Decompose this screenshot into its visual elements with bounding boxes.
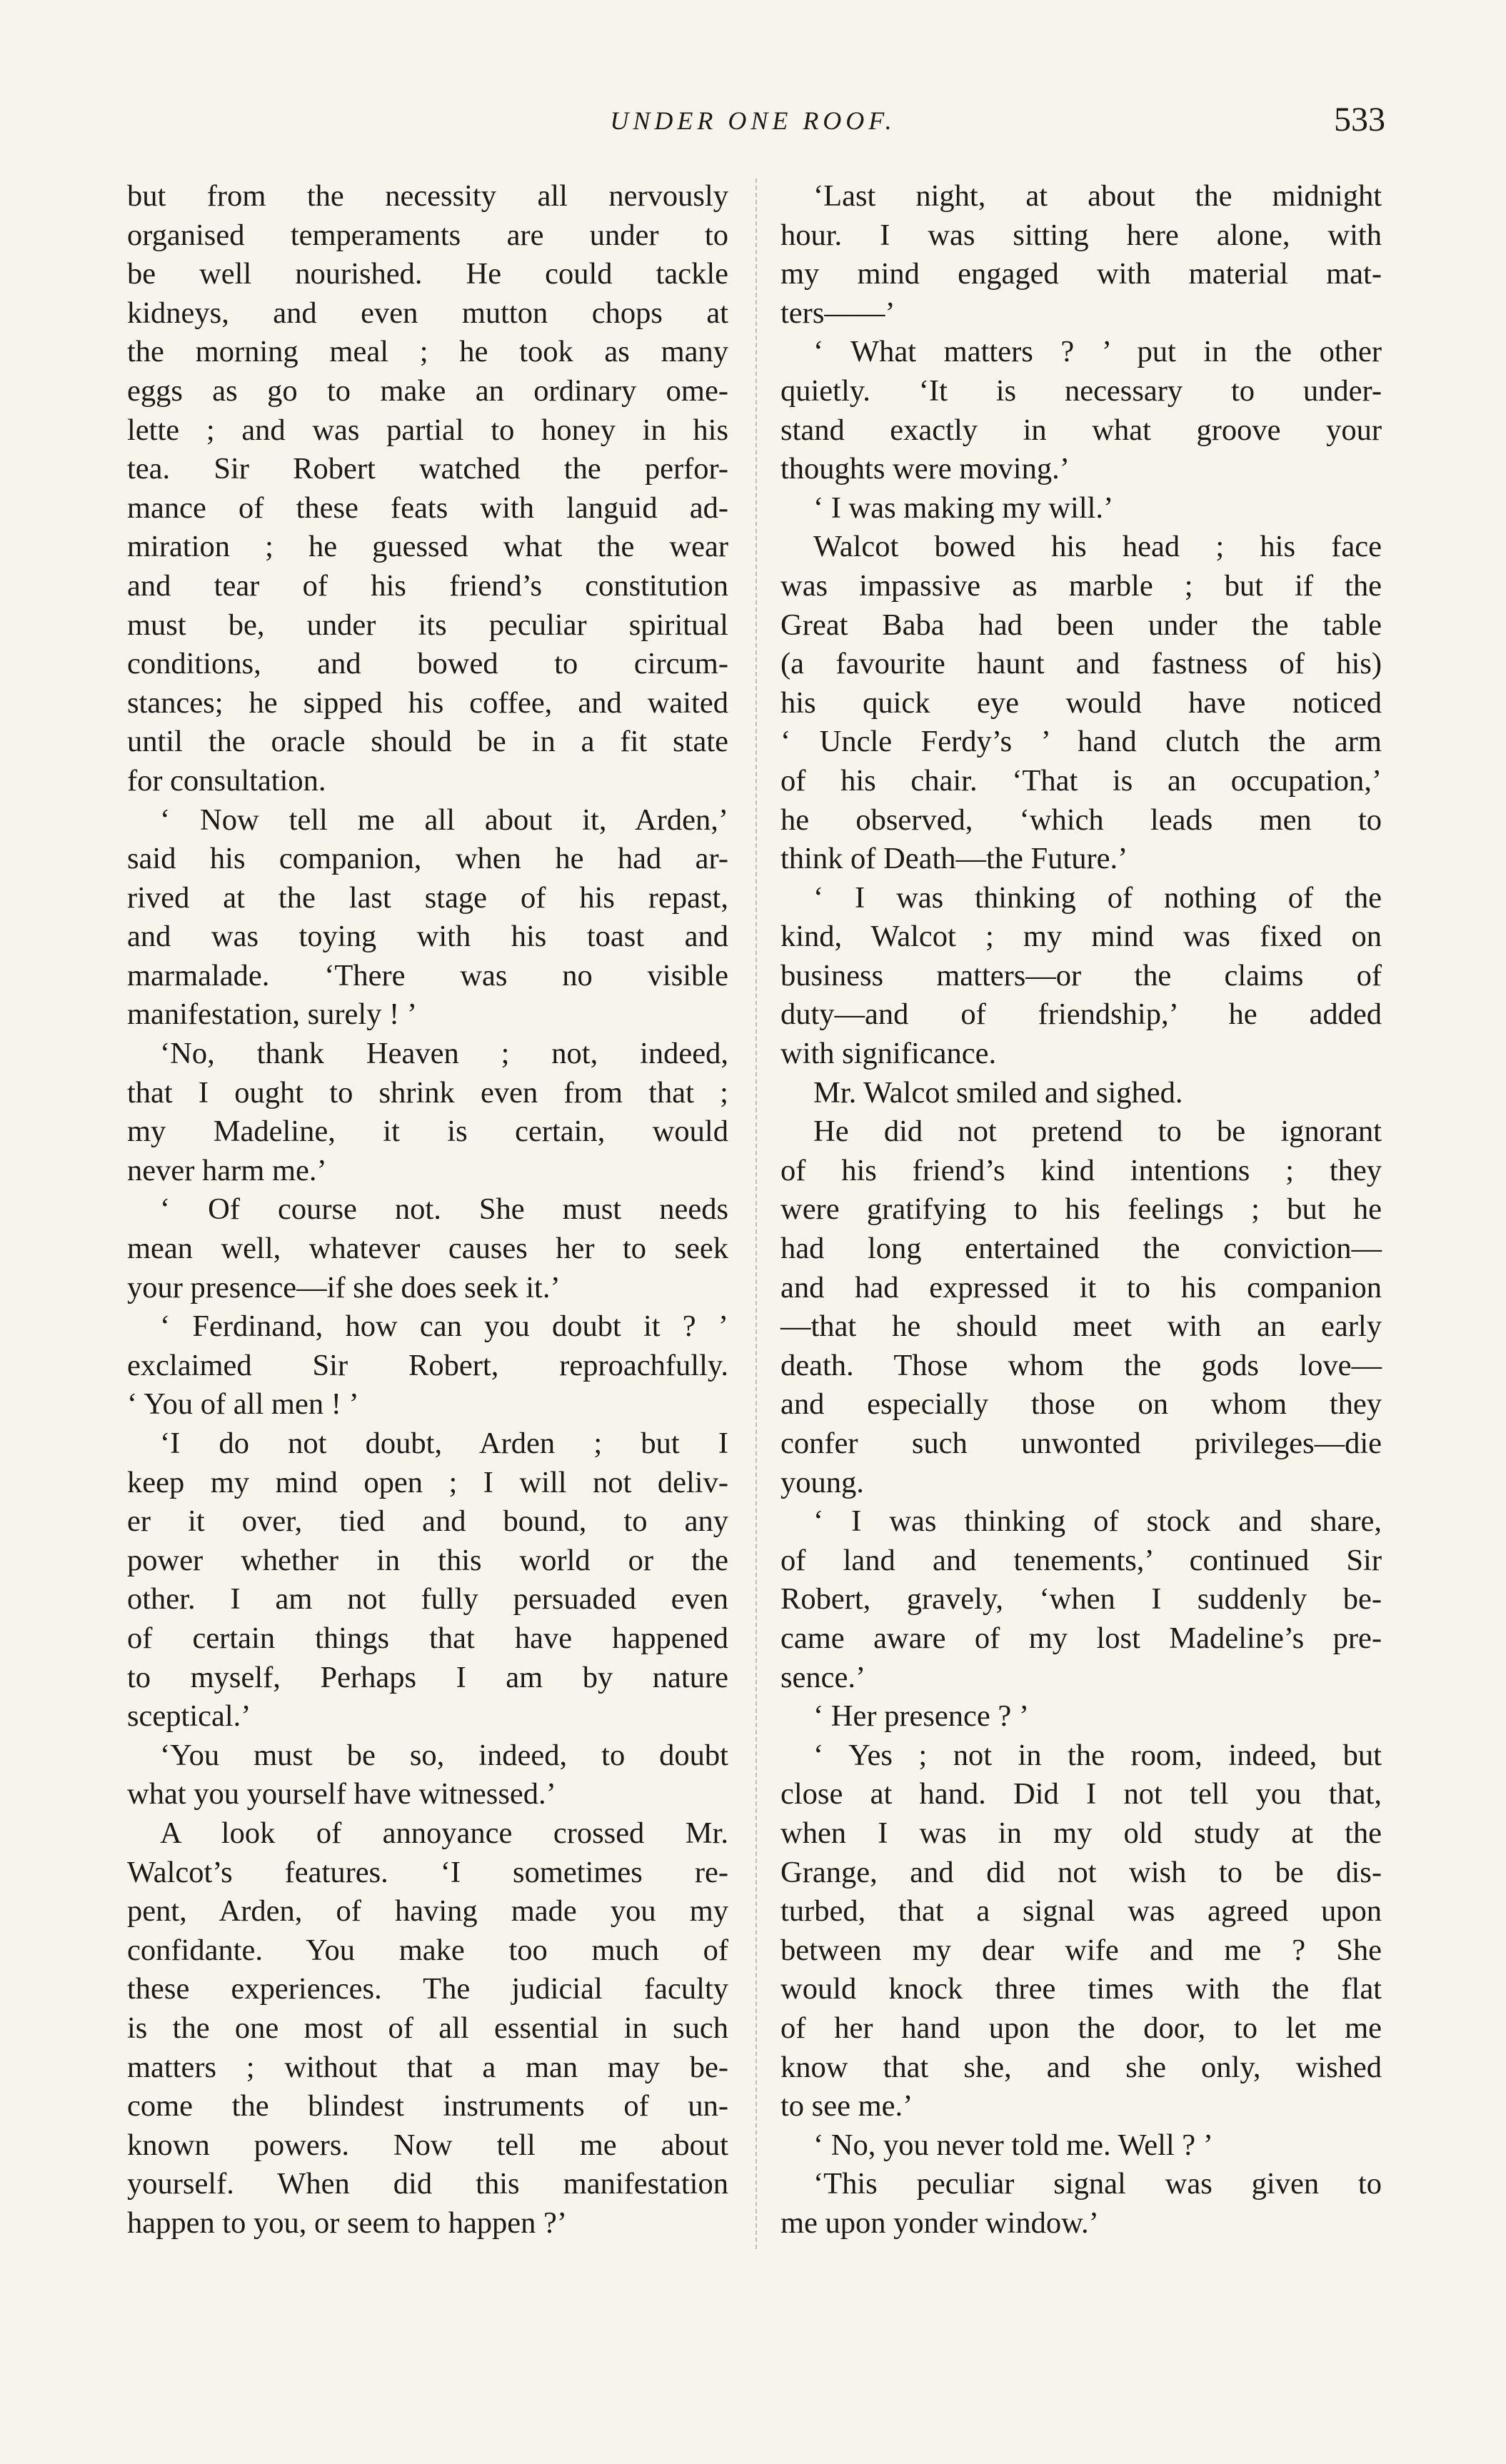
text-line: pent, Arden, of having made you my [127,1894,728,1929]
text-line: young. [780,1465,864,1499]
text-line: never harm me.’ [127,1153,327,1187]
text-line: thoughts were moving.’ [780,452,1070,486]
text-line: ‘ I was thinking of stock and share, [813,1504,1382,1539]
text-line: know that she, and she only, wished [780,2050,1382,2084]
text-line: Great Baba had been under the table [780,608,1382,642]
text-line: stances; he sipped his coffee, and waited [127,685,728,720]
text-line: sence.’ [780,1660,866,1694]
text-line: ‘You must be so, indeed, to doubt [160,1738,728,1772]
text-line: what you yourself have witnessed.’ [127,1777,556,1811]
text-line: A look of annoyance crossed Mr. [160,1816,728,1850]
text-line: ‘ Yes ; not in the room, indeed, but [813,1738,1382,1772]
column-divider [755,178,758,2249]
text-line: of his friend’s kind intentions ; they [780,1153,1382,1187]
text-line: with significance. [780,1037,997,1071]
text-line: and had expressed it to his companion [780,1270,1382,1304]
text-line: of her hand upon the door, to let me [780,2011,1382,2045]
text-line: Mr. Walcot smiled and sighed. [813,1075,1183,1110]
text-line: ‘ I was thinking of nothing of the [813,880,1382,915]
text-line: think of Death—the Future.’ [780,842,1128,876]
text-line: er it over, tied and bound, to any [127,1504,728,1539]
text-line: and was toying with his toast and [127,920,728,954]
text-line: of land and tenements,’ continued Sir [780,1543,1382,1577]
text-line: sceptical.’ [127,1699,251,1734]
text-line: eggs as go to make an ordinary ome- [127,373,728,408]
text-line: my Madeline, it is certain, would [127,1115,728,1149]
text-line: mean well, whatever causes her to seek [127,1232,728,1266]
text-line: business matters—or the claims of [780,958,1382,992]
text-line: to myself, Perhaps I am by nature [127,1660,728,1694]
right-text-column [780,177,1382,2243]
text-line: for consultation. [127,763,326,798]
text-line: and especially those on whom they [780,1387,1382,1422]
text-line: rived at the last stage of his repast, [127,880,728,915]
text-line: mance of these feats with languid ad- [127,491,728,525]
text-line: (a favourite haunt and fastness of his) [780,647,1382,681]
text-line: and tear of his friend’s constitution [127,568,728,603]
text-line: ‘ Her presence ? ’ [813,1699,1030,1734]
text-line: matters ; without that a man may be- [127,2050,728,2084]
text-line: but from the necessity all nervously [127,179,728,213]
text-line: ‘ Now tell me all about it, Arden,’ [160,803,728,837]
text-line: death. Those whom the gods love— [780,1348,1382,1382]
text-line: until the oracle should be in a fit state [127,725,728,759]
text-line: to see me.’ [780,2089,913,2123]
text-line: organised temperaments are under to [127,218,728,252]
text-line: ‘No, thank Heaven ; not, indeed, [160,1037,728,1071]
text-line: ‘Last night, at about the midnight [813,179,1382,213]
text-line: ‘I do not doubt, Arden ; but I [160,1427,728,1460]
text-line: confer such unwonted privileges—die [780,1427,1382,1460]
text-line: stand exactly in what groove your [780,413,1382,447]
text-line: kidneys, and even mutton chops at [127,296,728,330]
text-line: would knock three times with the flat [780,1972,1382,2006]
text-line: his quick eye would have noticed [780,685,1382,720]
text-line: close at hand. Did I not tell you that, [780,1777,1382,1811]
text-line: had long entertained the conviction— [780,1232,1382,1266]
text-line: ‘ You of all men ! ’ [127,1387,359,1422]
text-line: keep my mind open ; I will not deliv- [127,1465,728,1499]
text-line: your presence—if she does seek it.’ [127,1270,561,1304]
text-line: —that he should meet with an early [780,1309,1382,1344]
text-line: hour. I was sitting here alone, with [780,218,1382,252]
text-line: was impassive as marble ; but if the [780,568,1382,603]
text-line: Walcot’s features. ‘I sometimes re- [127,1855,728,1889]
text-line: duty—and of friendship,’ he added [780,997,1382,1032]
text-line: ‘ I was making my will.’ [813,491,1114,525]
text-line: of certain things that have happened [127,1621,728,1655]
text-line: He did not pretend to be ignorant [813,1115,1382,1149]
text-line: yourself. When did this manifestation [127,2167,728,2201]
text-line: marmalade. ‘There was no visible [127,958,728,992]
text-line: quietly. ‘It is necessary to under- [780,373,1382,408]
text-line: must be, under its peculiar spiritual [127,608,728,642]
text-line: be well nourished. He could tackle [127,257,728,291]
left-text-column [127,177,728,2243]
text-line: my mind engaged with material mat- [780,257,1382,291]
text-line: ‘ Ferdinand, how can you doubt it ? ’ [160,1309,728,1344]
text-line: is the one most of all essential in such [127,2011,728,2045]
text-line: ‘This peculiar signal was given to [813,2167,1382,2201]
text-line: of his chair. ‘That is an occupation,’ [780,763,1382,798]
text-line: lette ; and was partial to honey in his [127,413,728,447]
text-line: manifestation, surely ! ’ [127,997,417,1032]
text-line: the morning meal ; he took as many [127,335,728,369]
text-line: these experiences. The judicial faculty [127,1972,728,2006]
text-line: came aware of my lost Madeline’s pre- [780,1621,1382,1655]
text-line: come the blindest instruments of un- [127,2089,728,2123]
text-line: miration ; he guessed what the wear [127,530,728,564]
text-line: tea. Sir Robert watched the perfor- [127,452,728,486]
text-line: conditions, and bowed to circum- [127,647,728,681]
text-line: ‘ Uncle Ferdy’s ’ hand clutch the arm [780,725,1382,759]
text-line: ters——’ [780,296,895,330]
text-line: happen to you, or seem to happen ?’ [127,2206,568,2240]
text-line: ‘ Of course not. She must needs [160,1192,728,1227]
text-line: ‘ What matters ? ’ put in the other [813,335,1382,369]
running-title: UNDER ONE ROOF. [610,106,896,135]
text-line: were gratifying to his feelings ; but he [780,1192,1382,1227]
text-line: kind, Walcot ; my mind was fixed on [780,920,1382,954]
text-line: known powers. Now tell me about [127,2128,728,2162]
text-line: confidante. You make too much of [127,1933,728,1967]
page-number: 533 [1334,101,1385,139]
text-line: turbed, that a signal was agreed upon [780,1894,1382,1929]
text-line: ‘ No, you never told me. Well ? ’ [813,2128,1213,2162]
text-line: that I ought to shrink even from that ; [127,1075,728,1110]
text-line: Walcot bowed his head ; his face [813,530,1382,564]
text-line: other. I am not fully persuaded even [127,1582,728,1616]
text-line: Grange, and did not wish to be dis- [780,1855,1382,1889]
text-line: exclaimed Sir Robert, reproachfully. [127,1348,728,1382]
text-line: Robert, gravely, ‘when I suddenly be- [780,1582,1382,1616]
text-line: when I was in my old study at the [780,1816,1382,1850]
text-line: me upon yonder window.’ [780,2206,1099,2240]
text-line: said his companion, when he had ar- [127,842,728,876]
text-line: he observed, ‘which leads men to [780,803,1382,837]
text-line: between my dear wife and me ? She [780,1933,1382,1967]
text-line: power whether in this world or the [127,1543,728,1577]
